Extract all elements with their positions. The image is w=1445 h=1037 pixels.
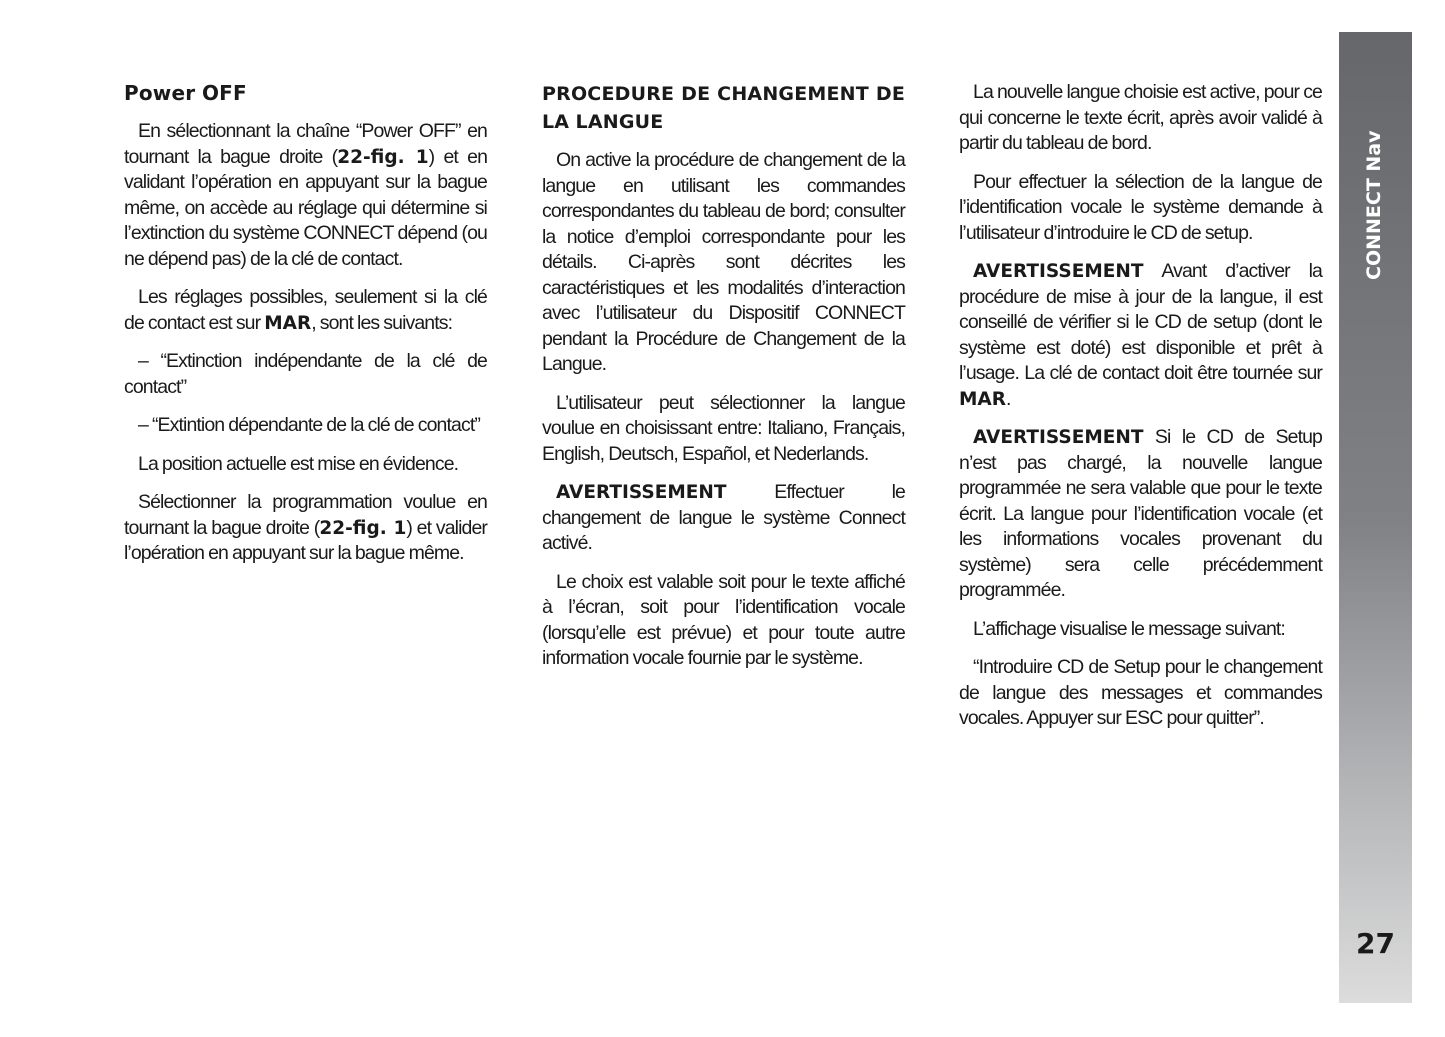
bold-text: AVERTISSEMENT: [556, 482, 727, 503]
paragraph: [959, 425, 1322, 604]
bold-text: 22-fig. 1: [319, 517, 407, 539]
paragraph: [124, 490, 487, 567]
column-3: [959, 80, 1322, 745]
text-run: La nouvelle langue choisie est active, pour ce qui concerne le texte écrit, après avoir validé à partir du tableau de bord.: [959, 81, 1322, 154]
bold-text: 22-fig. 1: [337, 146, 429, 168]
section-heading: PROCEDURE DE CHANGEMENT DE LA LANGUE: [542, 83, 905, 133]
text-run: Pour effectuer la sélection de la langue de l’identification vocale le système demande à l’utilisateur d’introduire le CD de setup.: [959, 170, 1322, 244]
paragraph: [124, 119, 487, 272]
paragraph: [959, 80, 1322, 157]
text-run: , sont les suivants:: [311, 311, 453, 334]
text-run: En sélectionnant la chaîne “Power OFF” en tournant la bague droite (: [124, 120, 487, 168]
text-run: .: [1005, 387, 1011, 410]
section-title: CONNECT Nav: [1363, 130, 1385, 280]
paragraph: [959, 259, 1322, 412]
text-run: Le choix est valable soit pour le texte affiché à l’écran, soit pour l’identification vocale (lorsqu’elle est prévue) et pour toute autre information vocale fournie par le système.: [542, 570, 905, 669]
bold-text: MAR: [264, 312, 312, 334]
paragraph: [124, 452, 487, 478]
text-run: Sélectionner la programmation voulue en tournant la bague droite (: [124, 491, 487, 539]
text-run: “Introduire CD de Setup pour le changement de langue des messages et commandes vocales. Appuyer sur ESC pour quitter”.: [959, 656, 1322, 729]
bold-text: AVERTISSEMENT: [973, 261, 1144, 282]
paragraph: [959, 170, 1322, 247]
paragraph: [959, 617, 1322, 643]
text-run: Si le CD de Setup n’est pas chargé, la nouvelle langue programmée ne sera valable que pour le texte écrit. La langue pour l’identification vocale (et les informations vocales provenant du système) sera celle précédemment programmée.: [959, 426, 1322, 601]
section-tab: [1339, 32, 1412, 1003]
section-heading: Power OFF: [124, 81, 247, 105]
paragraph: [959, 655, 1322, 732]
paragraph: [124, 285, 487, 336]
text-run: Effectuer le changement de langue le système Connect activé.: [542, 481, 905, 554]
text-run: La position actuelle est mise en évidence.: [138, 452, 459, 475]
bold-text: AVERTISSEMENT: [973, 427, 1144, 448]
paragraph: [124, 349, 487, 400]
bold-text: MAR: [959, 388, 1006, 410]
text-run: L’affichage visualise le message suivant:: [973, 617, 1285, 640]
text-run: – “Extintion dépendante de la clé de contact”: [138, 414, 480, 436]
column-2: [542, 80, 905, 685]
column-1: [124, 80, 487, 580]
text-run: ) et valider l’opération en appuyant sur la bague même.: [124, 516, 487, 564]
text-run: On active la procédure de changement de la langue en utilisant les commandes correspondantes du tableau de bord; consulter la notice d’emploi correspondante pour les détails. Ci-après sont décrites les caractéristiques et les modalités d’interaction avec l’utilisateur du Dispositif CONNECT pendant la Procédure de Changement de la Langue.: [542, 149, 905, 375]
text-run: Les réglages possibles, seulement si la clé de contact est sur: [124, 286, 487, 334]
text-run: Avant d’activer la procédure de mise à jour de la langue, il est conseillé de vérifier si le CD de setup (dont le système est doté) est disponible et prêt à l’usage. La clé de contact doit être tournée sur: [959, 260, 1322, 384]
paragraph: [542, 391, 905, 468]
text-run: ) et en validant l’opération en appuyant sur la bague même, on accède au réglage qui détermine si l’extinction du système CONNECT dépend (ou ne dépend pas) de la clé de contact.: [124, 145, 488, 270]
text-run: L’utilisateur peut sélectionner la langue voulue en choisissant entre: Italiano, Français, English, Deutsch, Español, et Nederlands.: [542, 391, 905, 465]
page-number: 27: [1356, 927, 1395, 960]
paragraph: [542, 570, 905, 672]
text-run: – “Extinction indépendante de la clé de contact”: [124, 350, 487, 398]
paragraph: [542, 480, 905, 557]
paragraph: [542, 148, 905, 378]
paragraph: [124, 413, 487, 439]
